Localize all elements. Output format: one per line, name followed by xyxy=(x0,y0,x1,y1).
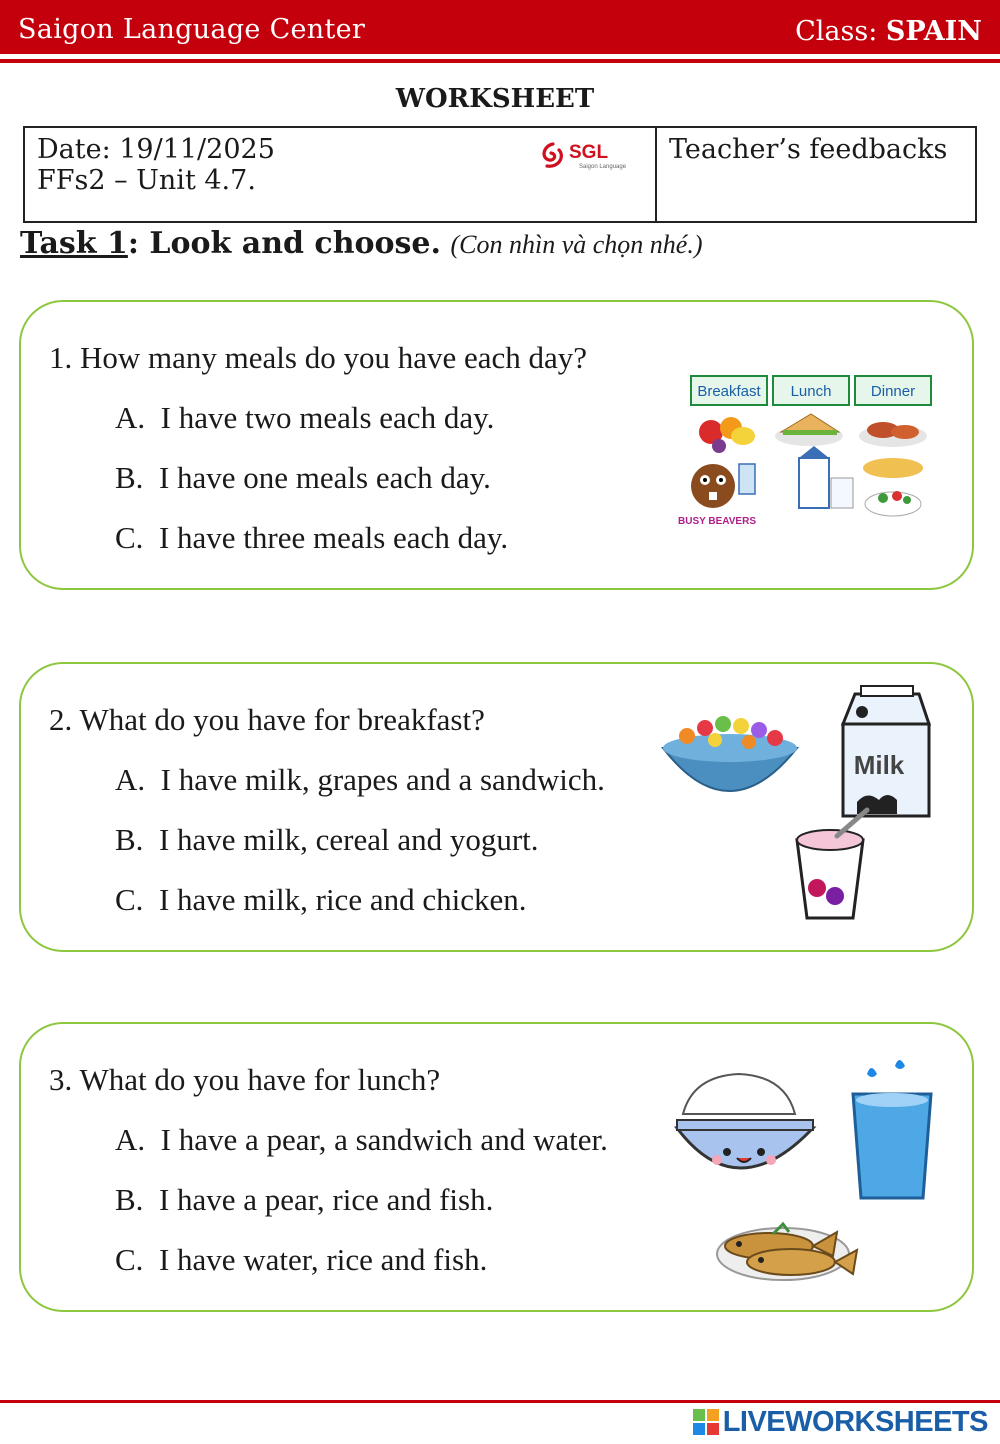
info-cell xyxy=(24,127,656,222)
option-text: I have two meals each day. xyxy=(160,400,495,435)
center-name: Saigon Language Center xyxy=(18,14,366,45)
answer-option-b[interactable] xyxy=(115,1182,493,1218)
liveworksheets-logo xyxy=(693,1404,988,1440)
header-bar xyxy=(0,0,1000,54)
banana-icon xyxy=(731,427,755,445)
feedback-cell xyxy=(656,127,976,222)
milk-carton-icon xyxy=(799,458,829,508)
lunch-illustration xyxy=(673,1058,949,1298)
class-prefix: Class: xyxy=(795,16,886,47)
option-letter: B. xyxy=(115,460,144,495)
info-table xyxy=(23,126,977,223)
option-text: I have milk, grapes and a sandwich. xyxy=(160,762,605,797)
option-letter: C. xyxy=(115,520,144,555)
question-text: 2. What do you have for breakfast? xyxy=(49,702,485,737)
option-letter: C. xyxy=(115,882,144,917)
option-letter: A. xyxy=(115,762,146,797)
meals-illustration xyxy=(669,366,939,536)
water-glass-icon xyxy=(853,1060,931,1198)
question-text: 1. How many meals do you have each day? xyxy=(49,340,588,375)
answer-option-c[interactable] xyxy=(115,1242,487,1278)
footer-divider xyxy=(0,1400,1000,1403)
liveworksheets-icon xyxy=(693,1409,719,1435)
sandwich-icon xyxy=(781,414,839,432)
answer-option-a[interactable] xyxy=(115,762,605,798)
date-text: Date: 19/11/2025 xyxy=(37,134,275,165)
liveworksheets-brand: LIVEWORKSHEETS xyxy=(722,1405,988,1438)
option-letter: B. xyxy=(115,822,144,857)
milk-label: Milk xyxy=(853,750,905,780)
breakfast-illustration xyxy=(657,684,947,924)
beaver-icon xyxy=(691,464,735,508)
header-divider xyxy=(0,59,1000,63)
page-title: WORKSHEET xyxy=(395,84,595,114)
question-text: 3. What do you have for lunch? xyxy=(49,1062,441,1097)
grapes-icon xyxy=(712,439,726,453)
meal-label-lunch: Lunch xyxy=(790,383,832,400)
answer-option-a[interactable] xyxy=(115,400,494,436)
busy-beavers-badge: BUSY BEAVERS xyxy=(678,516,756,527)
option-text: I have water, rice and fish. xyxy=(158,1242,488,1277)
feedback-label: Teacher’s feedbacks xyxy=(669,134,948,165)
option-letter: A. xyxy=(115,400,146,435)
option-text: I have a pear, rice and fish. xyxy=(158,1182,494,1217)
question-card-3 xyxy=(19,1022,974,1312)
class-name: SPAIN xyxy=(885,16,982,47)
option-text: I have milk, rice and chicken. xyxy=(158,882,527,917)
task-instruction: : Look and choose. xyxy=(127,226,441,261)
answer-option-a[interactable] xyxy=(115,1122,608,1158)
answer-option-b[interactable] xyxy=(115,822,539,858)
logo-subtext: Saigon Language xyxy=(579,164,627,170)
rice-bowl-icon xyxy=(677,1074,813,1168)
question-card-2 xyxy=(19,662,974,952)
sgl-logo xyxy=(539,138,635,172)
answer-option-c[interactable] xyxy=(115,520,508,556)
answer-option-c[interactable] xyxy=(115,882,526,918)
option-text: I have three meals each day. xyxy=(158,520,509,555)
class-label xyxy=(795,16,982,47)
meal-label-breakfast: Breakfast xyxy=(697,383,761,400)
task-number: Task 1 xyxy=(20,226,128,261)
meal-label-dinner: Dinner xyxy=(870,383,916,400)
logo-text: SGL xyxy=(569,142,609,163)
glass-icon xyxy=(831,478,853,508)
option-text: I have one meals each day. xyxy=(158,460,491,495)
option-text: I have milk, cereal and yogurt. xyxy=(158,822,539,857)
task-translation: (Con nhìn và chọn nhé.) xyxy=(450,230,703,259)
pancakes-icon xyxy=(863,458,923,478)
yogurt-icon xyxy=(797,810,867,918)
milk-carton-icon xyxy=(843,686,929,816)
option-letter: C. xyxy=(115,1242,144,1277)
fish-plate-icon xyxy=(717,1224,857,1280)
unit-text: FFs2 – Unit 4.7. xyxy=(37,165,256,196)
juice-icon xyxy=(739,464,755,494)
option-letter: B. xyxy=(115,1182,144,1217)
option-text: I have a pear, a sandwich and water. xyxy=(160,1122,608,1157)
answer-option-b[interactable] xyxy=(115,460,491,496)
question-card-1 xyxy=(19,300,974,590)
option-letter: A. xyxy=(115,1122,146,1157)
task-heading xyxy=(20,226,703,261)
